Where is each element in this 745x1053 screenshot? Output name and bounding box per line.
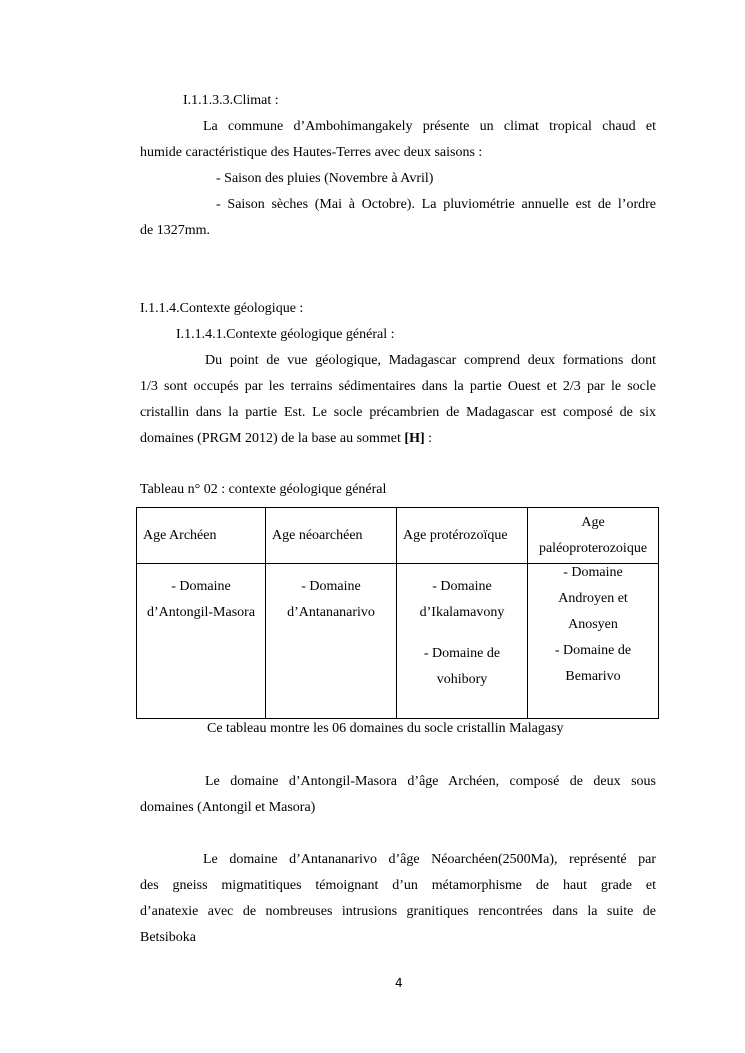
table-cell-paleoproterozoique: [528, 564, 659, 719]
table-cell-proterozoique: [397, 564, 528, 719]
cell-archeen-line2: d’Antongil-Masora: [146, 605, 256, 620]
cell-neoarcheen-line2: d’Antananarivo: [287, 605, 375, 620]
cell-archeen-line1: - Domaine: [171, 579, 231, 594]
table-cell-archeen: [137, 564, 266, 719]
geologie-paragraph-line4: [140, 431, 432, 447]
geologie-paragraph-line4-end: :: [424, 431, 433, 446]
cell-paleo-line3: Anosyen: [568, 617, 618, 632]
climat-bullet-pluies: - Saison des pluies (Novembre à Avril): [216, 171, 434, 186]
table-header-neoarcheen: [266, 508, 397, 564]
table-note: Ce tableau montre les 06 domaines du socle cristallin Malagasy: [207, 721, 564, 736]
cell-proterozoique-line2: d’Ikalamavony: [419, 605, 505, 620]
cell-paleo-line2: Androyen et: [558, 591, 628, 606]
table-header-proterozoique: [397, 508, 528, 564]
antongil-paragraph-line1: Le domaine d’Antongil-Masora d’âge Archéen, composé de deux sous: [205, 774, 656, 789]
antongil-paragraph-line2: domaines (Antongil et Masora): [140, 800, 316, 815]
cell-paleo-line4: - Domaine de: [554, 643, 632, 658]
table-header-archeen: [137, 508, 266, 564]
cell-proterozoique-line1: - Domaine: [432, 579, 492, 594]
header-paleo-line2: paléoproterozoique: [538, 540, 648, 556]
header-proterozoique-text: Age protérozoïque: [403, 527, 508, 543]
section-heading-climat: I.1.1.3.3.Climat :: [183, 93, 279, 108]
header-neoarcheen-text: Age néoarchéen: [272, 527, 363, 543]
table-header-paleoproterozoique: [528, 508, 659, 564]
table-body-row: [137, 564, 659, 719]
geologie-paragraph-line3: cristallin dans la partie Est. Le socle précambrien de Madagascar est composé de six: [140, 405, 656, 420]
antananarivo-paragraph-line4: Betsiboka: [140, 930, 196, 945]
cell-proterozoique-line3: - Domaine de: [423, 646, 501, 661]
cell-paleo-line1: - Domaine: [563, 565, 623, 580]
climat-paragraph-line1: La commune d’Ambohimangakely présente un climat tropical chaud et: [203, 119, 656, 134]
header-archeen-text: Age Archéen: [143, 527, 217, 543]
geologie-paragraph-line1: Du point de vue géologique, Madagascar comprend deux formations dont: [205, 353, 656, 368]
geology-table: [136, 507, 659, 719]
climat-paragraph-line2: humide caractéristique des Hautes-Terres avec deux saisons :: [140, 145, 483, 160]
antananarivo-paragraph-line2: des gneiss migmatitiques témoignant d’un métamorphisme de haut grade et: [140, 878, 656, 893]
table-header-row: [137, 508, 659, 564]
table-cell-neoarcheen: [266, 564, 397, 719]
section-heading-geologie: I.1.1.4.Contexte géologique :: [140, 301, 304, 316]
climat-bullet-seches-line2: de 1327mm.: [140, 223, 210, 238]
antananarivo-paragraph-line3: d’anatexie avec de nombreuses intrusions granitiques rencontrées dans la suite de: [140, 904, 656, 919]
geologie-paragraph-line2: 1/3 sont occupés par les terrains sédimentaires dans la partie Ouest et 2/3 par le socle: [140, 379, 656, 394]
header-paleo-line1: Age: [581, 514, 605, 530]
subsection-heading-geologie-general: I.1.1.4.1.Contexte géologique général :: [176, 327, 395, 342]
climat-bullet-seches-line1: - Saison sèches (Mai à Octobre). La pluviométrie annuelle est de l’ordre: [216, 197, 656, 212]
table-caption: Tableau n° 02 : contexte géologique général: [140, 482, 387, 497]
page-number: 4: [395, 976, 403, 990]
cell-paleo-line5: Bemarivo: [565, 669, 621, 684]
geologie-paragraph-line4-text: domaines (PRGM 2012) de la base au sommet: [140, 431, 401, 446]
antananarivo-paragraph-line1: Le domaine d’Antananarivo d’âge Néoarchéen(2500Ma), représenté par: [203, 852, 656, 867]
reference-h: [H]: [404, 431, 425, 446]
cell-proterozoique-line4: vohibory: [436, 672, 488, 687]
cell-neoarcheen-line1: - Domaine: [301, 579, 361, 594]
